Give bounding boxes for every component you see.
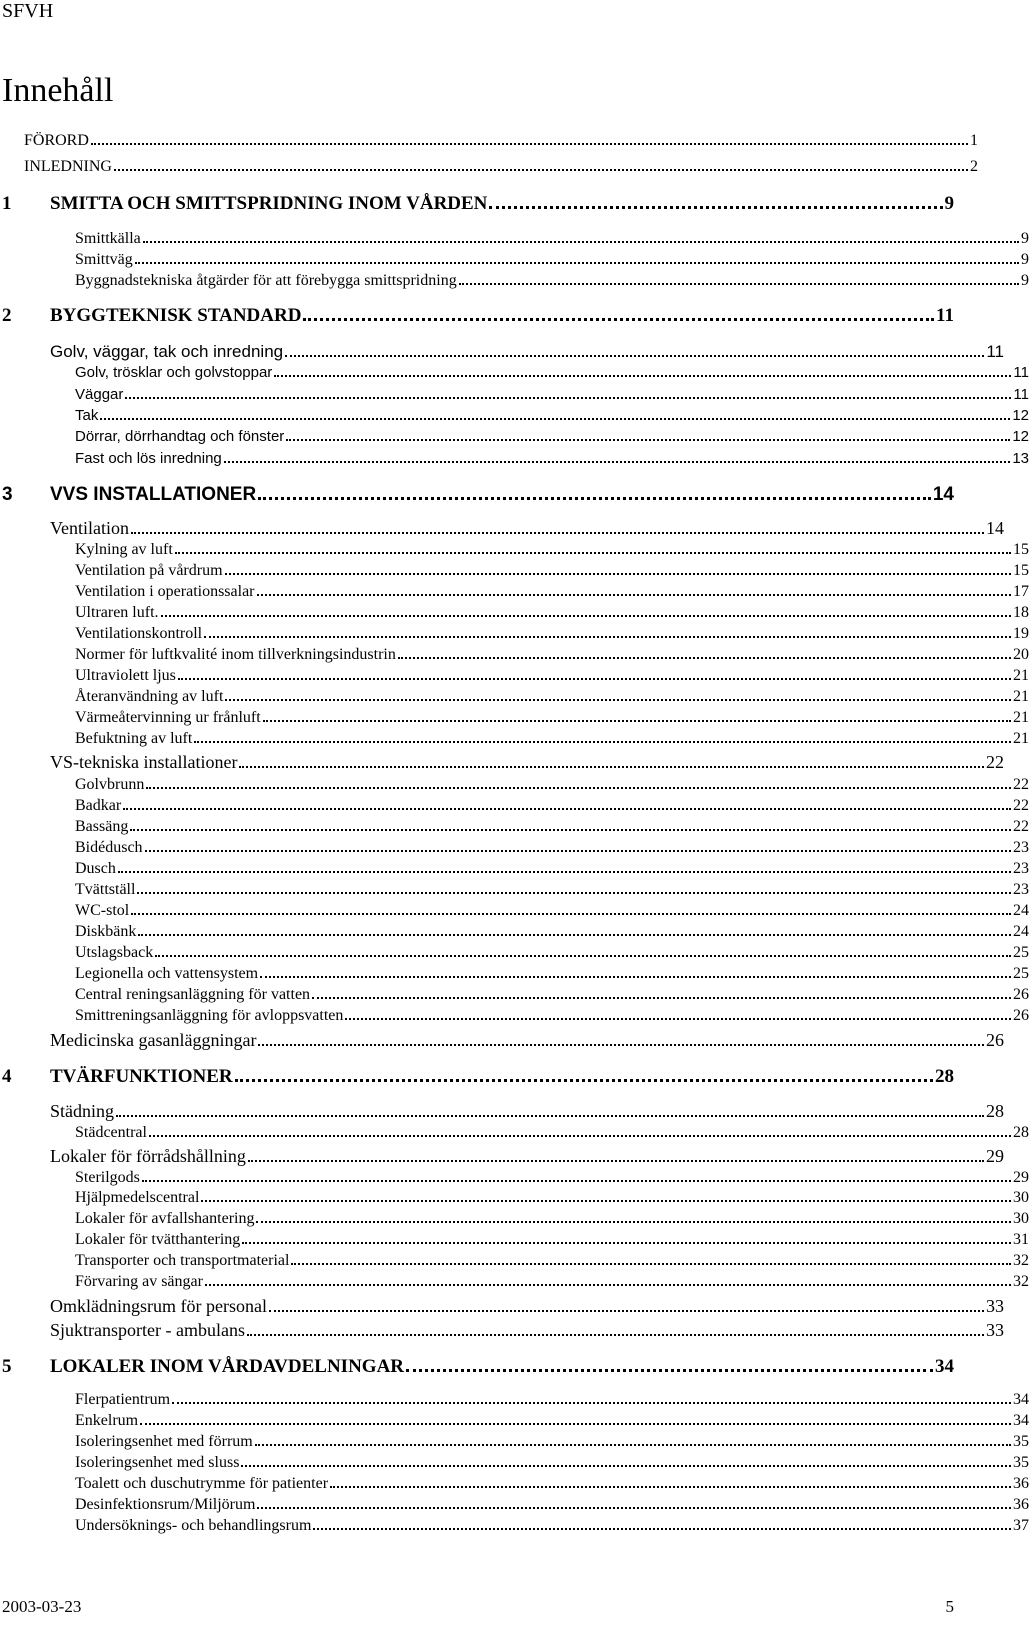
toc-entry[interactable] [0,386,1029,403]
toc-page-number: 21 [1013,667,1029,684]
toc-entry-label: Dusch [75,860,116,877]
toc-dot-leader [205,1284,1011,1286]
toc-page-number: 30 [1013,1189,1029,1206]
toc-page-number: 34 [1013,1391,1029,1408]
toc-page-number: 28 [1013,1124,1029,1141]
toc-dot-leader [118,871,1011,873]
toc-page-number: 11 [1013,386,1029,403]
toc-entry-label: Ultraren luft. [75,604,159,621]
toc-dot-leader [291,1263,1011,1265]
toc-entry-label: Medicinska gasanläggningar [50,1030,257,1050]
toc-entry[interactable] [0,839,1029,857]
toc-entry-label: Bassäng [75,818,129,835]
toc-entry[interactable] [0,965,1029,983]
toc-page-number: 26 [1013,1007,1029,1024]
toc-page-number: 22 [1013,797,1029,814]
toc-dot-leader [137,892,1011,894]
toc-entry[interactable] [0,730,1029,748]
toc-entry[interactable] [0,272,1029,290]
toc-entry-label: Desinfektionsrum/Miljörum [75,1496,256,1513]
toc-entry-label: Väggar [75,386,124,403]
toc-entry-label: Ventilationskontroll [75,625,203,642]
toc-entry[interactable] [0,923,1029,941]
toc-page-number: 9 [944,193,954,214]
toc-dot-leader [256,1221,1011,1223]
toc-dot-leader [225,699,1011,701]
toc-entry[interactable] [0,1231,1029,1249]
toc-entry[interactable] [0,1412,1029,1430]
toc-entry-label: Undersöknings- och behandlingsrum [75,1517,312,1534]
toc-entry[interactable] [0,752,1004,773]
toc-entry-label: Värmeåtervinning ur frånluft [75,709,261,726]
toc-dot-leader [146,787,1011,789]
toc-dot-leader [241,1465,1011,1467]
toc-dot-leader [149,1135,1011,1137]
toc-entry-label: Ventilation [50,518,129,538]
toc-chapter-number: 4 [2,1066,12,1087]
toc-page-number: 25 [1013,944,1029,961]
toc-entry[interactable] [0,342,1004,362]
toc-entry[interactable] [0,364,1029,381]
toc-page-number: 32 [1013,1273,1029,1290]
toc-page-number: 2 [970,158,978,175]
toc-dot-leader [257,1507,1011,1509]
toc-entry-label: WC-stol [75,902,130,919]
toc-dot-leader [143,241,1019,243]
toc-page-number: 23 [1013,860,1029,877]
toc-page-number: 23 [1013,839,1029,856]
toc-dot-leader [138,934,1011,936]
toc-dot-leader [145,850,1011,852]
toc-page-number: 31 [1013,1231,1029,1248]
toc-page-number: 12 [1012,407,1029,424]
toc-entry[interactable] [0,1007,1029,1025]
toc-entry[interactable] [0,562,1029,580]
toc-page-number: 35 [1013,1454,1029,1471]
toc-page-number: 34 [935,1356,954,1377]
toc-entry-label: Hjälpmedelscentral [75,1189,200,1206]
toc-entry[interactable] [0,881,1029,899]
toc-page-number: 28 [935,1066,954,1087]
toc-entry-label: Normer för luftkvalité inom tillverkningsindustrin [75,646,396,663]
toc-entry[interactable] [0,604,1029,622]
toc-entry-label: Sterilgods [75,1169,140,1186]
toc-entry-label: INLEDNING [24,158,112,175]
toc-page-number: 33 [986,1296,1004,1316]
toc-dot-leader [135,262,1019,264]
toc-page-number: 19 [1013,625,1029,642]
toc-entry-label: Legionella och vattensystem [75,965,259,982]
toc-page-number: 12 [1012,428,1029,445]
toc-entry-label: Kylning av luft [75,541,173,558]
toc-entry[interactable] [0,1475,1029,1493]
toc-entry-label: Central reningsanläggning för vatten [75,986,311,1003]
toc-dot-leader [459,283,1019,285]
toc-page-number: 14 [932,484,954,505]
toc-dot-leader [175,552,1011,554]
toc-page-number: 35 [1013,1433,1029,1450]
toc-entry[interactable] [0,625,1029,643]
toc-dot-leader [204,636,1011,638]
toc-entry-label: Sjuktransporter - ambulans [50,1320,245,1340]
toc-entry[interactable] [0,944,1029,962]
toc-entry[interactable] [0,797,1029,815]
toc-page-number: 34 [1013,1412,1029,1429]
toc-page-number: 15 [1013,562,1029,579]
toc-entry-label: Lokaler för förrådshållning [50,1146,246,1166]
toc-entry[interactable] [0,902,1029,920]
toc-entry-label: Städcentral [75,1124,147,1141]
toc-dot-leader [125,397,1011,399]
toc-page-number: 21 [1013,730,1029,747]
toc-entry[interactable] [0,132,978,150]
toc-entry-label: Transporter och transportmaterial [75,1252,290,1269]
toc-page-number: 36 [1013,1496,1029,1513]
footer-date: 2003-03-23 [2,1597,82,1616]
toc-dot-leader [247,1334,984,1336]
toc-entry-label: Befuktning av luft [75,730,193,747]
toc-dot-leader [100,418,1010,420]
toc-dot-leader [248,1160,984,1162]
toc-entry-label: VVS INSTALLATIONER [50,484,257,505]
toc-page-number: 29 [1013,1169,1029,1186]
toc-entry[interactable] [0,305,954,327]
toc-entry[interactable] [0,1320,1004,1341]
toc-entry-label: VS-tekniska installationer [50,752,238,772]
toc-entry[interactable] [0,1146,1004,1167]
toc-dot-leader [123,808,1011,810]
toc-dot-leader [255,1444,1011,1446]
toc-page-number: 32 [1013,1252,1029,1269]
toc-dot-leader [303,318,934,321]
toc-dot-leader [130,829,1011,831]
running-header: SFVH [2,0,54,22]
toc-dot-leader [194,741,1011,743]
toc-page-number: 17 [1013,583,1029,600]
toc-page-number: 33 [986,1320,1004,1340]
toc-dot-leader [330,1486,1011,1488]
toc-entry-label: Smittkälla [75,230,141,247]
toc-entry-label: Utslagsback [75,944,154,961]
toc-dot-leader [313,1528,1011,1530]
toc-entry-label: Byggnadstekniska åtgärder för att förebygga smittspridning [75,272,457,289]
toc-entry[interactable] [0,709,1029,727]
toc-entry[interactable] [0,860,1029,878]
toc-entry-label: Dörrar, dörrhandtag och fönster [75,428,285,445]
toc-dot-leader [260,976,1011,978]
toc-page-number: 11 [986,342,1004,361]
toc-page-number: 1 [970,132,978,149]
toc-entry[interactable] [0,818,1029,836]
toc-entry[interactable] [0,646,1029,664]
toc-page-number: 29 [986,1146,1004,1166]
toc-page-number: 18 [1013,604,1029,621]
toc-page-number: 21 [1013,709,1029,726]
toc-dot-leader [258,497,931,500]
toc-entry[interactable] [0,230,1029,248]
toc-entry[interactable] [0,541,1029,559]
toc-entry[interactable] [0,251,1029,269]
toc-entry[interactable] [0,158,978,176]
toc-entry[interactable] [0,1356,954,1378]
toc-page-number: 22 [1013,776,1029,793]
toc-entry-label: Ventilation i operationssalar [75,583,255,600]
toc-entry-label: Ventilation på vårdrum [75,562,223,579]
toc-entry-label: Golvbrunn [75,776,145,793]
toc-dot-leader [91,143,968,145]
toc-entry[interactable] [0,1454,1029,1472]
toc-page-number: 21 [1013,688,1029,705]
toc-entry-label: Tak [75,407,99,424]
toc-dot-leader [178,678,1011,680]
toc-page-number: 22 [986,752,1004,772]
toc-entry[interactable] [0,1517,1029,1535]
toc-entry-label: Bidédusch [75,839,143,856]
toc-page-number: 36 [1013,1475,1029,1492]
toc-dot-leader [257,594,1011,596]
toc-entry-label: Tvättställ [75,881,136,898]
toc-page-number: 9 [1021,230,1029,247]
toc-entry[interactable] [0,193,954,215]
toc-page-number: 11 [1013,364,1029,381]
toc-entry-label: LOKALER INOM VÅRDAVDELNINGAR [50,1356,405,1377]
toc-dot-leader [225,573,1011,575]
toc-entry-label: Städning [50,1101,115,1121]
toc-entry-label: Flerpatientrum [75,1391,171,1408]
toc-entry-label: Fast och lös inredning [75,450,222,467]
toc-chapter-number: 1 [2,193,12,214]
toc-page-number: 24 [1013,902,1029,919]
toc-dot-leader [489,206,942,209]
toc-entry[interactable] [0,1169,1029,1187]
toc-entry[interactable] [0,1296,1004,1317]
toc-entry[interactable] [0,428,1029,445]
toc-dot-leader [224,461,1011,463]
toc-dot-leader [201,1200,1011,1202]
toc-entry-label: Isoleringsenhet med förrum [75,1433,253,1450]
toc-dot-leader [161,615,1011,617]
toc-page-number: 11 [936,305,954,326]
toc-chapter-number: 5 [2,1356,12,1377]
toc-entry-label: Smittreningsanläggning för avloppsvatten [75,1007,344,1024]
toc-entry-label: FÖRORD [24,132,89,149]
toc-dot-leader [345,1018,1011,1020]
toc-entry-label: Smittväg [75,251,133,268]
toc-page-number: 20 [1013,646,1029,663]
toc-entry-label: Förvaring av sängar [75,1273,203,1290]
toc-entry-label: Golv, väggar, tak och inredning [50,342,284,361]
toc-page-number: 30 [1013,1210,1029,1227]
toc-chapter-number: 2 [2,305,12,326]
toc-entry[interactable] [0,776,1029,794]
toc-entry-label: Isoleringsenhet med sluss [75,1454,240,1471]
toc-entry-label: Toalett och duschutrymme för patienter [75,1475,329,1492]
toc-dot-leader [263,720,1011,722]
toc-entry[interactable] [0,1189,1029,1207]
toc-dot-leader [131,532,984,534]
toc-entry[interactable] [0,1273,1029,1291]
toc-entry[interactable] [0,1252,1029,1270]
toc-entry[interactable] [0,1496,1029,1514]
toc-entry-label: Lokaler för tvätthantering [75,1231,241,1248]
toc-dot-leader [116,1115,984,1117]
toc-dot-leader [258,1044,984,1046]
toc-page-number: 37 [1013,1517,1029,1534]
toc-entry-label: Lokaler för avfallshantering [75,1210,255,1227]
toc-chapter-number: 3 [2,484,13,505]
toc-page-number: 25 [1013,965,1029,982]
footer-page-number: 5 [945,1597,954,1616]
page-title: Innehåll [2,72,114,109]
toc-entry-label: Badkar [75,797,122,814]
toc-page-number: 28 [986,1101,1004,1121]
toc-dot-leader [406,1369,933,1372]
toc-dot-leader [269,1310,984,1312]
toc-entry[interactable] [0,1124,1029,1142]
toc-dot-leader [235,1079,933,1082]
toc-entry[interactable] [0,450,1029,467]
toc-dot-leader [172,1402,1011,1404]
toc-entry[interactable] [0,667,1029,685]
toc-entry-label: BYGGTEKNISK STANDARD [50,305,302,326]
toc-dot-leader [274,375,1011,377]
toc-entry-label: Diskbänk [75,923,137,940]
toc-entry[interactable] [0,583,1029,601]
toc-page-number: 23 [1013,881,1029,898]
toc-entry[interactable] [0,688,1029,706]
toc-entry-label: Omklädningsrum för personal [50,1296,267,1316]
toc-dot-leader [312,997,1011,999]
toc-entry-label: TVÄRFUNKTIONER [50,1066,233,1087]
toc-page-number: 22 [1013,818,1029,835]
toc-dot-leader [114,169,968,171]
toc-entry-label: Ultraviolett ljus [75,667,176,684]
toc-dot-leader [285,355,984,357]
toc-page-number: 9 [1021,272,1029,289]
toc-entry-label: Enkelrum [75,1412,139,1429]
toc-entry[interactable] [0,1030,1004,1051]
toc-dot-leader [131,913,1011,915]
toc-dot-leader [398,657,1011,659]
toc-entry[interactable] [0,1101,1004,1122]
toc-page-number: 14 [986,518,1004,538]
toc-page-number: 26 [986,1030,1004,1050]
toc-page-number: 24 [1013,923,1029,940]
toc-dot-leader [155,955,1011,957]
toc-entry-label: Återanvändning av luft [75,688,224,705]
toc-entry[interactable] [0,1433,1029,1451]
toc-entry[interactable] [0,1210,1029,1228]
toc-page-number: 13 [1012,450,1029,467]
toc-page-number: 15 [1013,541,1029,558]
toc-entry-label: SMITTA OCH SMITTSPRIDNING INOM VÅRDEN [50,193,488,214]
toc-entry[interactable] [0,518,1004,539]
toc-entry-label: Golv, trösklar och golvstoppar [75,364,273,381]
toc-entry[interactable] [0,1391,1029,1409]
toc-dot-leader [286,439,1010,441]
toc-dot-leader [140,1423,1011,1425]
toc-dot-leader [242,1242,1011,1244]
toc-entry[interactable] [0,484,954,506]
toc-entry[interactable] [0,986,1029,1004]
toc-page-number: 9 [1021,251,1029,268]
toc-entry[interactable] [0,1066,954,1088]
toc-entry[interactable] [0,407,1029,424]
toc-dot-leader [239,766,984,768]
toc-dot-leader [142,1180,1011,1182]
toc-page-number: 26 [1013,986,1029,1003]
